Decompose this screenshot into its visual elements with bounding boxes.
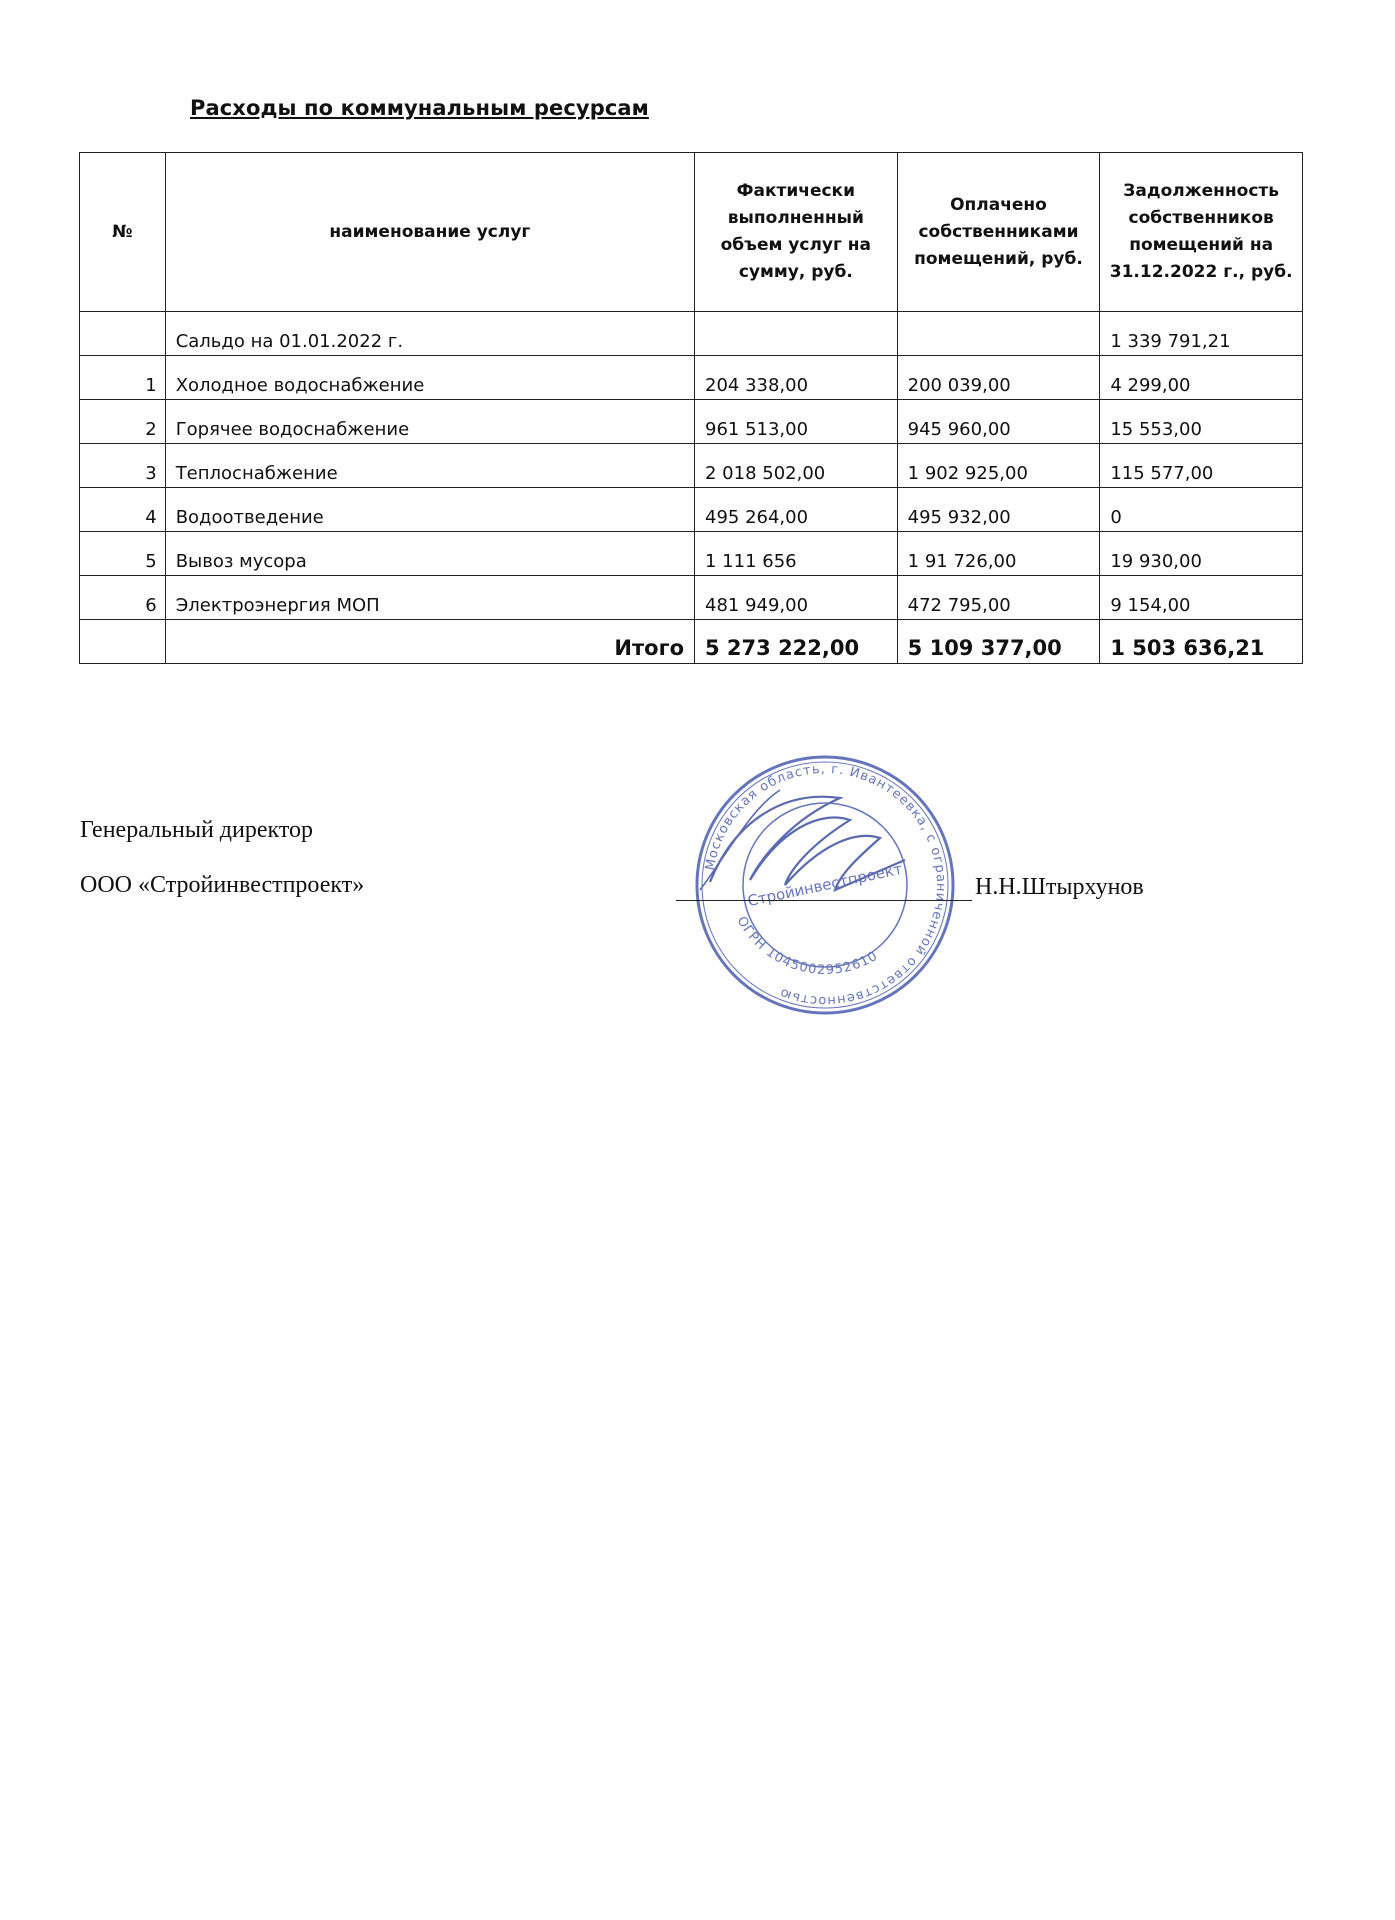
- total-debt: 1 503 636,21: [1100, 620, 1303, 664]
- row-paid: 472 795,00: [897, 576, 1100, 620]
- balance-num: [80, 312, 166, 356]
- row-actual-volume: 961 513,00: [695, 400, 898, 444]
- table-header-row: [80, 153, 1303, 312]
- row-actual-volume: 495 264,00: [695, 488, 898, 532]
- total-actual-volume: 5 273 222,00: [695, 620, 898, 664]
- company-seal-stamp: [690, 750, 960, 1020]
- header-num: №: [80, 153, 166, 312]
- total-num-empty: [80, 620, 166, 664]
- row-service-name: Вывоз мусора: [165, 532, 694, 576]
- row-service-name: Водоотведение: [165, 488, 694, 532]
- row-debt: 4 299,00: [1100, 356, 1303, 400]
- row-paid: 495 932,00: [897, 488, 1100, 532]
- row-paid: 200 039,00: [897, 356, 1100, 400]
- signature-line: [676, 900, 972, 901]
- total-paid: 5 109 377,00: [897, 620, 1100, 664]
- row-debt: 15 553,00: [1100, 400, 1303, 444]
- row-num: 6: [80, 576, 166, 620]
- row-paid: 945 960,00: [897, 400, 1100, 444]
- utilities-table: [79, 152, 1303, 664]
- stamp-bottom-text: ОГРН 1045002952610: [733, 914, 881, 979]
- document-title: Расходы по коммунальным ресурсам: [190, 96, 649, 120]
- row-actual-volume: 2 018 502,00: [695, 444, 898, 488]
- header-debt: Задолженность собственников помещений на 31.12.2022 г., руб.: [1100, 153, 1303, 312]
- header-service-name: наименование услуг: [165, 153, 694, 312]
- signer-company: ООО «Стройинвестпроект»: [80, 872, 365, 898]
- table-row: [80, 576, 1303, 620]
- balance-col3: 1 339 791,21: [1100, 312, 1303, 356]
- row-debt: 0: [1100, 488, 1303, 532]
- row-service-name: Горячее водоснабжение: [165, 400, 694, 444]
- table-row: [80, 532, 1303, 576]
- signer-position: Генеральный директор: [80, 817, 314, 843]
- balance-row: [80, 312, 1303, 356]
- stamp-center-text: Стройинвестпроект: [745, 859, 905, 911]
- row-debt: 9 154,00: [1100, 576, 1303, 620]
- total-label: Итого: [165, 620, 694, 664]
- row-service-name: Холодное водоснабжение: [165, 356, 694, 400]
- header-paid: Оплачено собственниками помещений, руб.: [897, 153, 1100, 312]
- row-paid: 1 91 726,00: [897, 532, 1100, 576]
- balance-col2: [897, 312, 1100, 356]
- table-row: [80, 400, 1303, 444]
- balance-col1: [695, 312, 898, 356]
- row-num: 1: [80, 356, 166, 400]
- row-actual-volume: 481 949,00: [695, 576, 898, 620]
- row-num: 2: [80, 400, 166, 444]
- table-row: [80, 356, 1303, 400]
- stamp-outer-text: Московская область, г. Ивантеевка, с ограниченной ответственностью: [702, 761, 949, 1009]
- row-num: 4: [80, 488, 166, 532]
- row-num: 5: [80, 532, 166, 576]
- row-actual-volume: 1 111 656: [695, 532, 898, 576]
- balance-label: Сальдо на 01.01.2022 г.: [165, 312, 694, 356]
- row-debt: 19 930,00: [1100, 532, 1303, 576]
- row-actual-volume: 204 338,00: [695, 356, 898, 400]
- row-service-name: Теплоснабжение: [165, 444, 694, 488]
- table-row: [80, 488, 1303, 532]
- signer-name: Н.Н.Штырхунов: [975, 874, 1144, 900]
- total-row: [80, 620, 1303, 664]
- row-paid: 1 902 925,00: [897, 444, 1100, 488]
- row-num: 3: [80, 444, 166, 488]
- header-actual-volume: Фактически выполненный объем услуг на сумму, руб.: [695, 153, 898, 312]
- row-debt: 115 577,00: [1100, 444, 1303, 488]
- row-service-name: Электроэнергия МОП: [165, 576, 694, 620]
- table-row: [80, 444, 1303, 488]
